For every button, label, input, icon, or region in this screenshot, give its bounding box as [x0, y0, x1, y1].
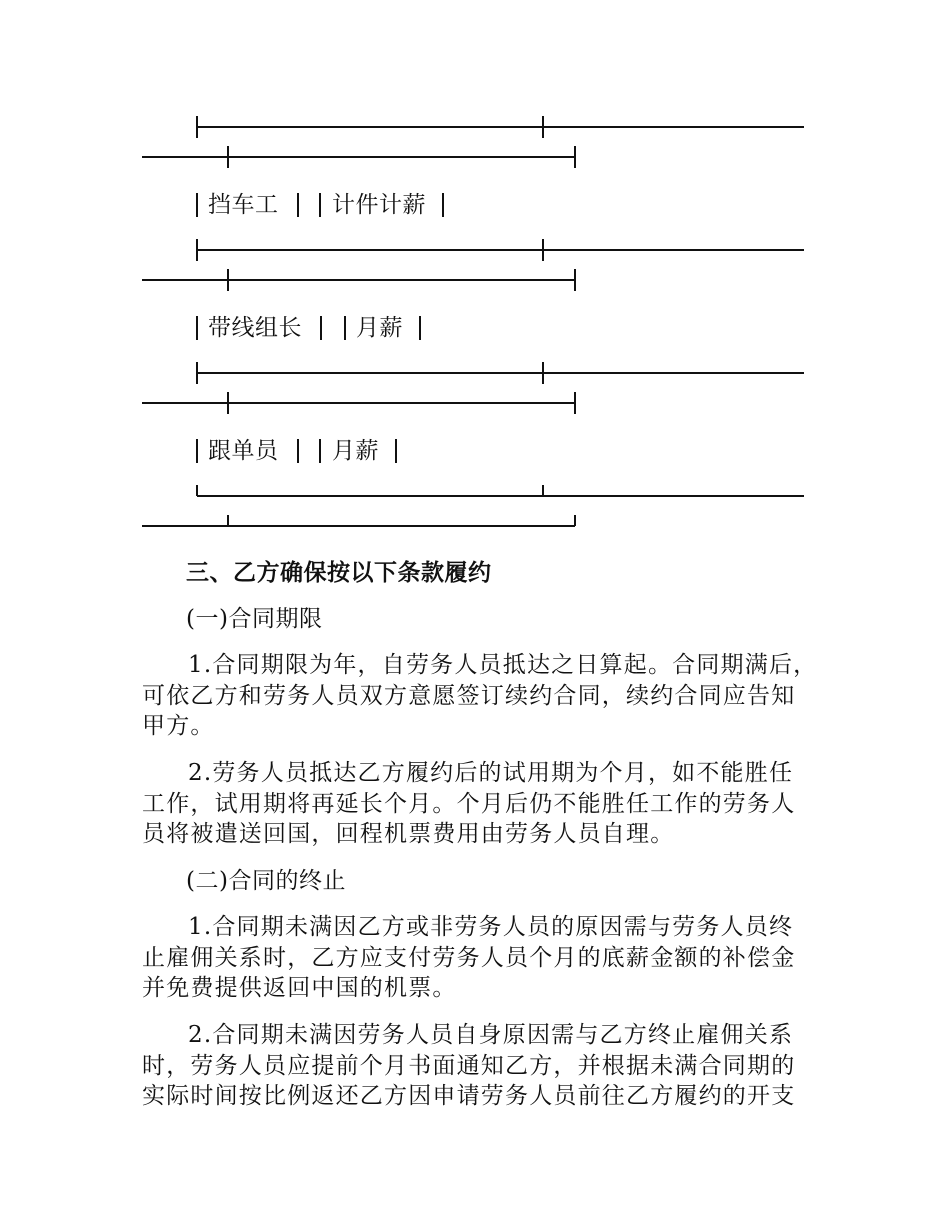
table-row-1-pay: 计件计薪: [332, 192, 426, 218]
paragraph-line: 并免费提供返回中国的机票。: [142, 975, 457, 1001]
paragraph-line: 时，劳务人员应提前个月书面通知乙方，并根据未满合同期的: [142, 1052, 796, 1079]
paragraph-line: 实际时间按比例返还乙方因申请劳务人员前往乙方履约的开支: [142, 1083, 796, 1109]
paragraph-4: [142, 1020, 814, 1112]
paragraph-line: 可依乙方和劳务人员双方意愿签订续约合同，续约合同应告知: [142, 682, 796, 709]
paragraph-1: [142, 650, 818, 742]
subsection-title-1: (一)合同期限: [186, 606, 323, 632]
section-heading: 三、乙方确保按以下条款履约: [186, 560, 492, 586]
paragraph-line: 2.合同期未满因劳务人员自身原因需与乙方终止雇佣关系: [188, 1022, 794, 1048]
table-rule-bottom: [142, 485, 804, 526]
table-row-1-role: 挡车工: [208, 192, 279, 218]
table-row-3-role: 跟单员: [208, 438, 279, 464]
subsection-title-2: (二)合同的终止: [186, 868, 346, 894]
table-rule-3: [142, 362, 804, 414]
paragraph-line: 1.合同期限为年，自劳务人员抵达之日算起。合同期满后，: [188, 652, 818, 678]
paragraph-line: 甲方。: [142, 713, 215, 739]
paragraph-line: 工作，试用期将再延长个月。个月后仍不能胜任工作的劳务人: [142, 790, 796, 817]
table-borders: [0, 0, 950, 540]
paragraph-2: [142, 758, 814, 850]
table-row-2-role: 带线组长: [208, 315, 302, 341]
paragraph-line: 1.合同期未满因乙方或非劳务人员的原因需与劳务人员终: [188, 914, 794, 940]
table-row-3-pay: 月薪: [332, 438, 379, 464]
paragraph-line: 员将被遣送回国，回程机票费用由劳务人员自理。: [142, 821, 675, 847]
table-rule-1: [142, 116, 804, 168]
paragraph-line: 2.劳务人员抵达乙方履约后的试用期为个月，如不能胜任: [188, 760, 794, 786]
paragraph-3: [142, 912, 814, 1004]
paragraph-line: 止雇佣关系时，乙方应支付劳务人员个月的底薪金额的补偿金: [142, 944, 796, 971]
table-rule-2: [142, 239, 804, 291]
table-row-2-pay: 月薪: [356, 315, 403, 341]
